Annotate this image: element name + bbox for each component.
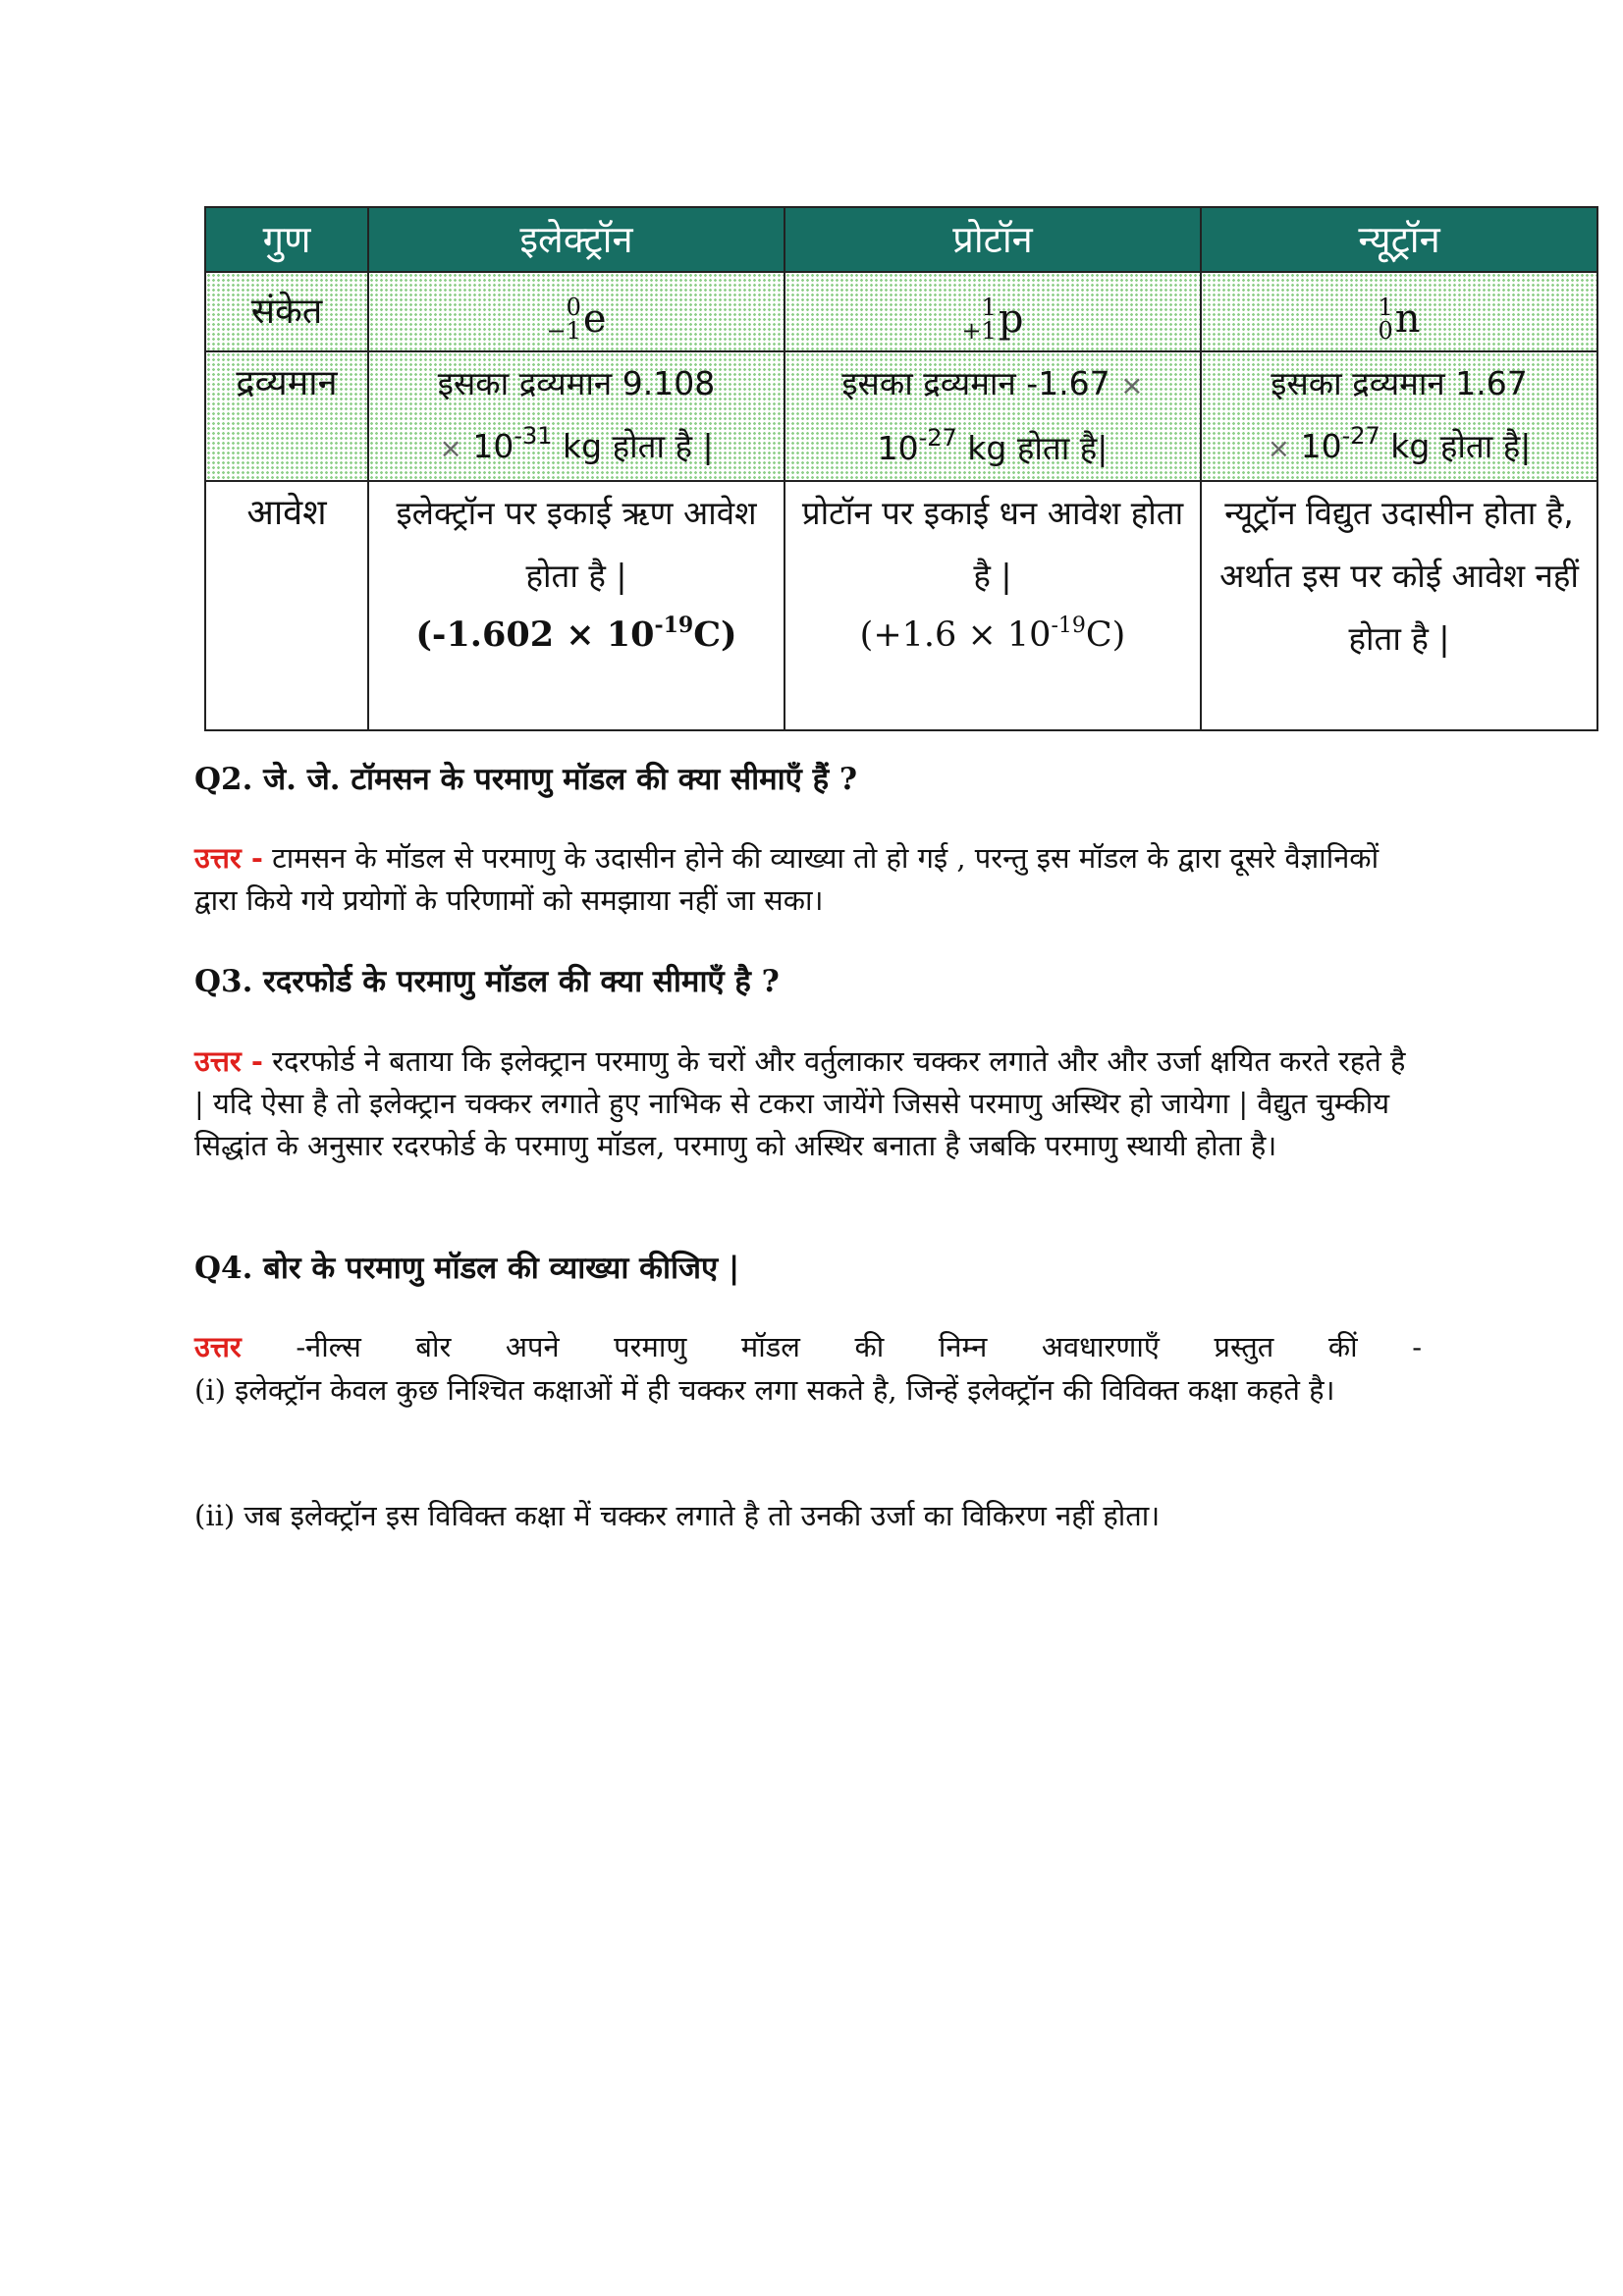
answer-q4-point-2: (ii) जब इलेक्ट्रॉन इस विविक्त कक्षा में चक्कर लगाते है तो उनकी उर्जा का विकिरण नहीं होता। <box>194 1499 1161 1532</box>
electron-charge: इलेक्ट्रॉन पर इकाई ऋण आवेश होता है | $(-1.602 \times 10^{-19}C)$ <box>368 481 784 730</box>
answer-q3: उत्तर - रदरफोर्ड ने बताया कि इलेक्ट्रान परमाणु के चरों और वर्तुलाकार चक्कर लगाते और और उर्जा क्षयित करते रहते है | यदि ऐसा है तो इलेक्ट्रान चक्कर लगाते हुए नाभिक से टकरा जायेंगे जिससे परमाणु अस्थिर हो जायेगा | वैद्युत चुम्कीय सिद्धांत के अनुसार रदरफोर्ड के परमाणु मॉडल, परमाणु को अस्थिर बनाता है जबकि परमाणु स्थायी होता है। <box>194 1044 1406 1162</box>
proton-symbol: 1 +1 p <box>784 272 1201 351</box>
proton-mass: इसका द्रव्यमान -1.67 × $10^{-27}$ kg होता है| <box>784 351 1201 481</box>
proton-charge: प्रोटॉन पर इकाई धन आवेश होता है | $(+1.6 \times 10^{-19}C)$ <box>784 481 1201 730</box>
header-proton: प्रोटॉन <box>784 207 1201 272</box>
electron-mass: इसका द्रव्यमान 9.108 × $10^{-31}$ kg होता है | <box>368 351 784 481</box>
row-label-charge: आवेश <box>205 481 368 730</box>
row-label-symbol: संकेत <box>205 272 368 351</box>
answer-label: उत्तर - <box>194 1044 263 1078</box>
answer-label: उत्तर - <box>194 841 263 875</box>
answer-q2: उत्तर - टामसन के मॉडल से परमाणु के उदासीन होने की व्याख्या तो हो गई , परन्तु इस मॉडल के द्वारा दूसरे वैज्ञानिकों द्वारा किये गये प्रयोगों के परिणामों को समझाया नहीं जा सका। <box>194 841 1380 917</box>
answer-q4-intro: उत्तर -नील्स बोर अपने परमाणु मॉडल की निम्न अवधारणाएँ प्रस्तुत कीं - <box>194 1330 1423 1363</box>
table-header-row <box>205 207 1597 272</box>
neutron-charge: न्यूट्रॉन विद्युत उदासीन होता है, अर्थात इस पर कोई आवेश नहीं होता है | <box>1201 481 1597 730</box>
table-row-mass <box>205 351 1597 481</box>
answer-label: उत्तर <box>194 1330 242 1363</box>
question-q2: Q2. जे. जे. टॉमसन के परमाणु मॉडल की क्या सीमाएँ हैं ? <box>194 762 858 797</box>
table-row-symbol <box>205 272 1597 351</box>
header-electron: इलेक्ट्रॉन <box>368 207 784 272</box>
neutron-symbol: 1 0 n <box>1201 272 1597 351</box>
question-q4: Q4. बोर के परमाणु मॉडल की व्याख्या कीजिए | <box>194 1251 740 1286</box>
row-label-mass: द्रव्यमान <box>205 351 368 481</box>
question-q3: Q3. रदरफोर्ड के परमाणु मॉडल की क्या सीमाएँ है ? <box>194 964 780 999</box>
answer-q4-point-1: (i) इलेक्ट्रॉन केवल कुछ निश्चित कक्षाओं में ही चक्कर लगा सकते है, जिन्हें इलेक्ट्रॉन की विविक्त कक्षा कहते है। <box>194 1373 1335 1407</box>
particle-comparison-table <box>204 206 1598 731</box>
electron-symbol: 0 −1 e <box>368 272 784 351</box>
header-property: गुण <box>205 207 368 272</box>
table-row-charge <box>205 481 1597 730</box>
neutron-mass: इसका द्रव्यमान 1.67 × $10^{-27}$ kg होता है| <box>1201 351 1597 481</box>
header-neutron: न्यूट्रॉन <box>1201 207 1597 272</box>
